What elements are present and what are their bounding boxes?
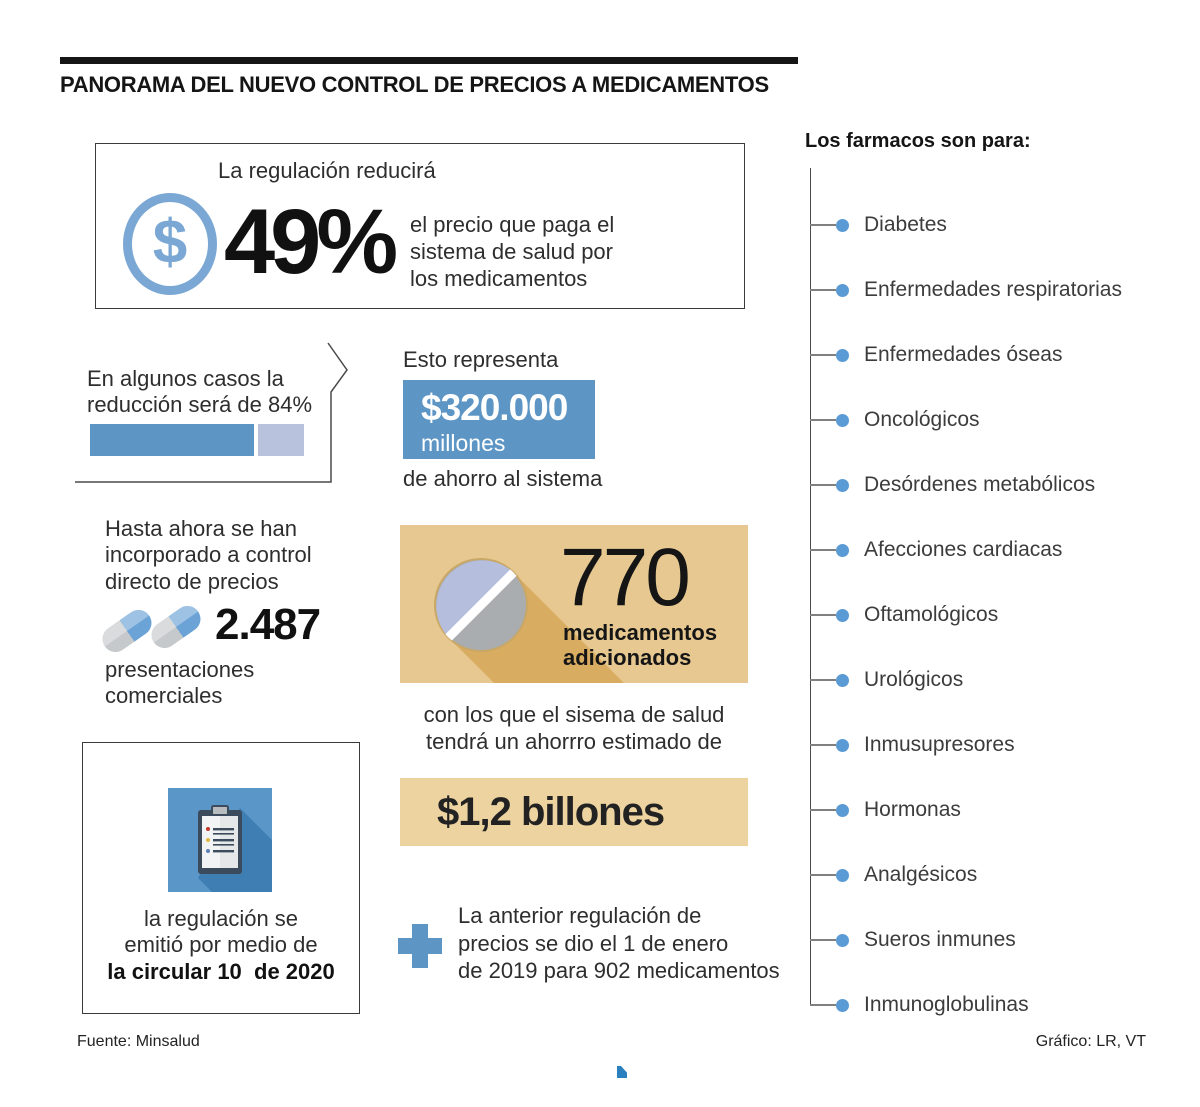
list-item: Oncológicos xyxy=(810,404,980,436)
list-item: Sueros inmunes xyxy=(810,924,1016,956)
savings-unit: millones xyxy=(421,430,506,456)
regulation-intro: La regulación reducirá xyxy=(218,158,436,183)
reduction-bar-filled xyxy=(90,424,254,456)
list-item: Inmusupresores xyxy=(810,729,1015,761)
pharma-list-title: Los farmacos son para: xyxy=(805,130,1031,152)
incorporated-text: Hasta ahora se han incorporado a control directo de precios xyxy=(105,516,312,594)
connector-line xyxy=(810,614,836,616)
bullet-dot-icon xyxy=(836,739,849,752)
savings-intro: Esto representa xyxy=(403,347,559,372)
presentations-count: 2.487 xyxy=(215,600,321,649)
bullet-dot-icon xyxy=(836,934,849,947)
bullet-dot-icon xyxy=(836,349,849,362)
bullet-dot-icon xyxy=(836,414,849,427)
connector-line xyxy=(810,224,836,226)
pharma-list xyxy=(805,130,1175,1030)
estimated-savings-intro: con los que el sisema de salud tendrá un ahorrro estimado de xyxy=(423,702,725,754)
list-item: Analgésicos xyxy=(810,859,977,891)
connector-line xyxy=(810,549,836,551)
clipboard-icon xyxy=(168,788,272,892)
bullet-dot-icon xyxy=(836,804,849,817)
reduction-callout-text: En algunos casos la reducción será de 84% xyxy=(87,366,313,418)
list-item: Urológicos xyxy=(810,664,963,696)
reduction-bar-remainder xyxy=(258,424,304,456)
connector-line xyxy=(810,289,836,291)
list-item: Hormonas xyxy=(810,794,961,826)
bullet-dot-icon xyxy=(836,869,849,882)
reduction-description: el precio que paga el sistema de salud por los medicamentos xyxy=(410,212,615,291)
bullet-dot-icon xyxy=(836,284,849,297)
circular-box xyxy=(82,742,360,1014)
bullet-dot-icon xyxy=(836,219,849,232)
circular-text: la regulación se emitió por medio de la circular 10 de 2020 xyxy=(83,906,359,985)
added-meds-label: medicamentos adicionados xyxy=(563,620,718,671)
connector-line xyxy=(810,809,836,811)
reduction-percent: 49% xyxy=(224,191,394,293)
added-meds-number: 770 xyxy=(560,532,688,623)
plus-cross-icon xyxy=(398,924,442,968)
connector-line xyxy=(810,484,836,486)
page-title: PANORAMA DEL NUEVO CONTROL DE PRECIOS A MEDICAMENTOS xyxy=(60,72,769,97)
estimated-savings-box xyxy=(400,778,748,846)
added-meds-box xyxy=(400,525,748,683)
capsule-pills-icon xyxy=(100,592,204,658)
connector-line xyxy=(810,1004,836,1006)
savings-amount-box xyxy=(403,380,595,459)
circular-number: la circular 10 de 2020 xyxy=(107,958,335,984)
dollar-circle-icon xyxy=(123,193,217,295)
previous-regulation-text: La anterior regulación de precios se dio el 1 de enero de 2019 para 902 medicamentos xyxy=(458,903,780,983)
logo-fragment xyxy=(617,1066,627,1078)
savings-caption: de ahorro al sistema xyxy=(403,466,603,491)
dollar-glyph: $ xyxy=(152,208,188,277)
connector-line xyxy=(810,874,836,876)
list-item: Afecciones cardiacas xyxy=(810,534,1062,566)
estimated-savings-amount: $1,2 billones xyxy=(437,790,665,834)
connector-line xyxy=(810,939,836,941)
list-item: Oftamológicos xyxy=(810,599,998,631)
bullet-dot-icon xyxy=(836,544,849,557)
list-item: Enfermedades respiratorias xyxy=(810,274,1122,306)
connector-line xyxy=(810,679,836,681)
savings-amount: $320.000 xyxy=(421,387,568,428)
list-item: Diabetes xyxy=(810,209,947,241)
list-item: Desórdenes metabólicos xyxy=(810,469,1095,501)
bullet-dot-icon xyxy=(836,999,849,1012)
list-item: Inmunoglobulinas xyxy=(810,989,1029,1021)
connector-line xyxy=(810,744,836,746)
source-credit: Fuente: Minsalud xyxy=(77,1033,200,1050)
connector-line xyxy=(810,419,836,421)
title-rule xyxy=(60,57,798,64)
bullet-dot-icon xyxy=(836,479,849,492)
presentations-caption: presentaciones comerciales xyxy=(105,657,255,709)
connector-line xyxy=(810,354,836,356)
list-item: Enfermedades óseas xyxy=(810,339,1062,371)
bullet-dot-icon xyxy=(836,674,849,687)
bullet-dot-icon xyxy=(836,609,849,622)
graphic-credit: Gráfico: LR, VT xyxy=(1035,1033,1146,1050)
